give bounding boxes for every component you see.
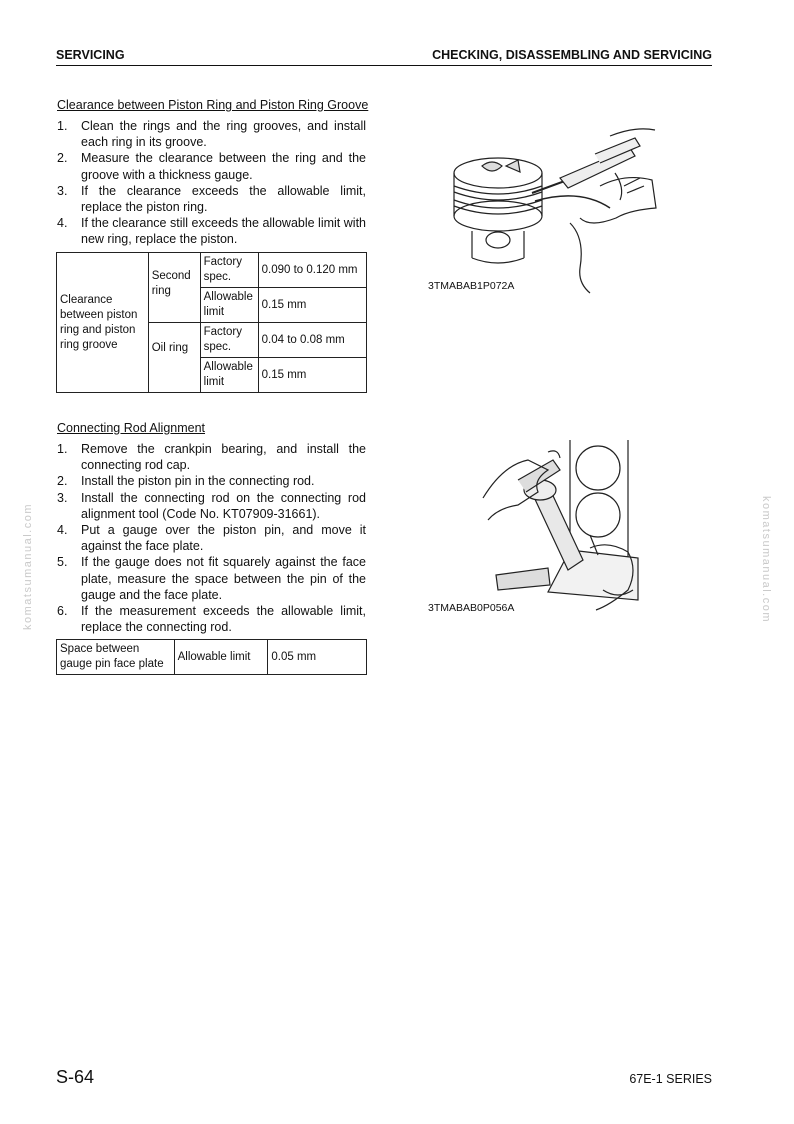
section-title-ring-clearance: Clearance between Piston Ring and Piston Ring Groove [57,98,369,112]
series-label: 67E-1 SERIES [629,1072,712,1086]
ring-clearance-steps [57,118,366,248]
step-item: 4. If the clearance still exceeds the allowable limit with new ring, replace the piston. [57,216,366,247]
step-item: 3. Install the connecting rod on the connecting rod alignment tool (Code No. KT07909-31661). [57,490,366,521]
watermark-left: komatsumanual.com [22,503,34,630]
allowable-limit-label: Allowable limit [200,358,258,393]
page-number: S-64 [56,1067,95,1087]
second-ring-factory-value: 0.090 to 0.120 mm [258,253,366,288]
oil-ring-cell: Oil ring [148,323,200,393]
allowable-limit-value: 0.05 mm [268,640,367,675]
second-ring-cell: Second ring [148,253,200,323]
oil-ring-allowable-value: 0.15 mm [258,358,366,393]
step-item: 2. Install the piston pin in the connecting rod. [57,474,315,489]
allowable-limit-label: Allowable limit [200,288,258,323]
step-item: 4. Put a gauge over the piston pin, and move it against the face plate. [57,523,366,554]
section-title-rod-alignment: Connecting Rod Alignment [57,421,206,435]
header-rule [56,65,712,66]
factory-spec-label: Factory spec. [200,253,258,288]
ring-clearance-spec-table [56,252,367,393]
figure-caption-ring-clearance: 3TMABAB1P072A [428,280,515,292]
figure-caption-rod-alignment: 3TMABAB0P056A [428,602,515,614]
step-item: 1. Clean the rings and the ring grooves, and install each ring in its groove. [57,119,366,150]
factory-spec-label: Factory spec. [200,323,258,358]
step-item: 5. If the gauge does not fit squarely against the face plate, measure the space between the pin of the gauge and the face plate. [57,555,366,602]
step-item: 3. If the clearance exceeds the allowable limit, replace the piston ring. [57,183,366,215]
spec-item-cell: Space between gauge pin face plate [57,640,175,675]
piston-ring-clearance-figure [420,118,660,298]
rod-alignment-steps [57,441,366,635]
header-chapter-title: CHECKING, DISASSEMBLING AND SERVICING [432,48,712,62]
spec-item-cell: Clearance between piston ring and piston ring groove [57,253,149,393]
second-ring-allowable-value: 0.15 mm [258,288,366,323]
oil-ring-factory-value: 0.04 to 0.08 mm [258,323,366,358]
step-item: 2. Measure the clearance between the ring and the groove with a thickness gauge. [57,151,366,182]
watermark-right: komatsumanual.com [760,496,772,623]
header-section-title: SERVICING [56,48,125,62]
allowable-limit-label: Allowable limit [174,640,268,675]
rod-alignment-spec-table [56,639,367,675]
step-item: 6. If the measurement exceeds the allowable limit, replace the connecting rod. [57,604,366,635]
step-item: 1. Remove the crankpin bearing, and install the connecting rod cap. [57,442,366,473]
connecting-rod-alignment-figure [478,440,648,620]
